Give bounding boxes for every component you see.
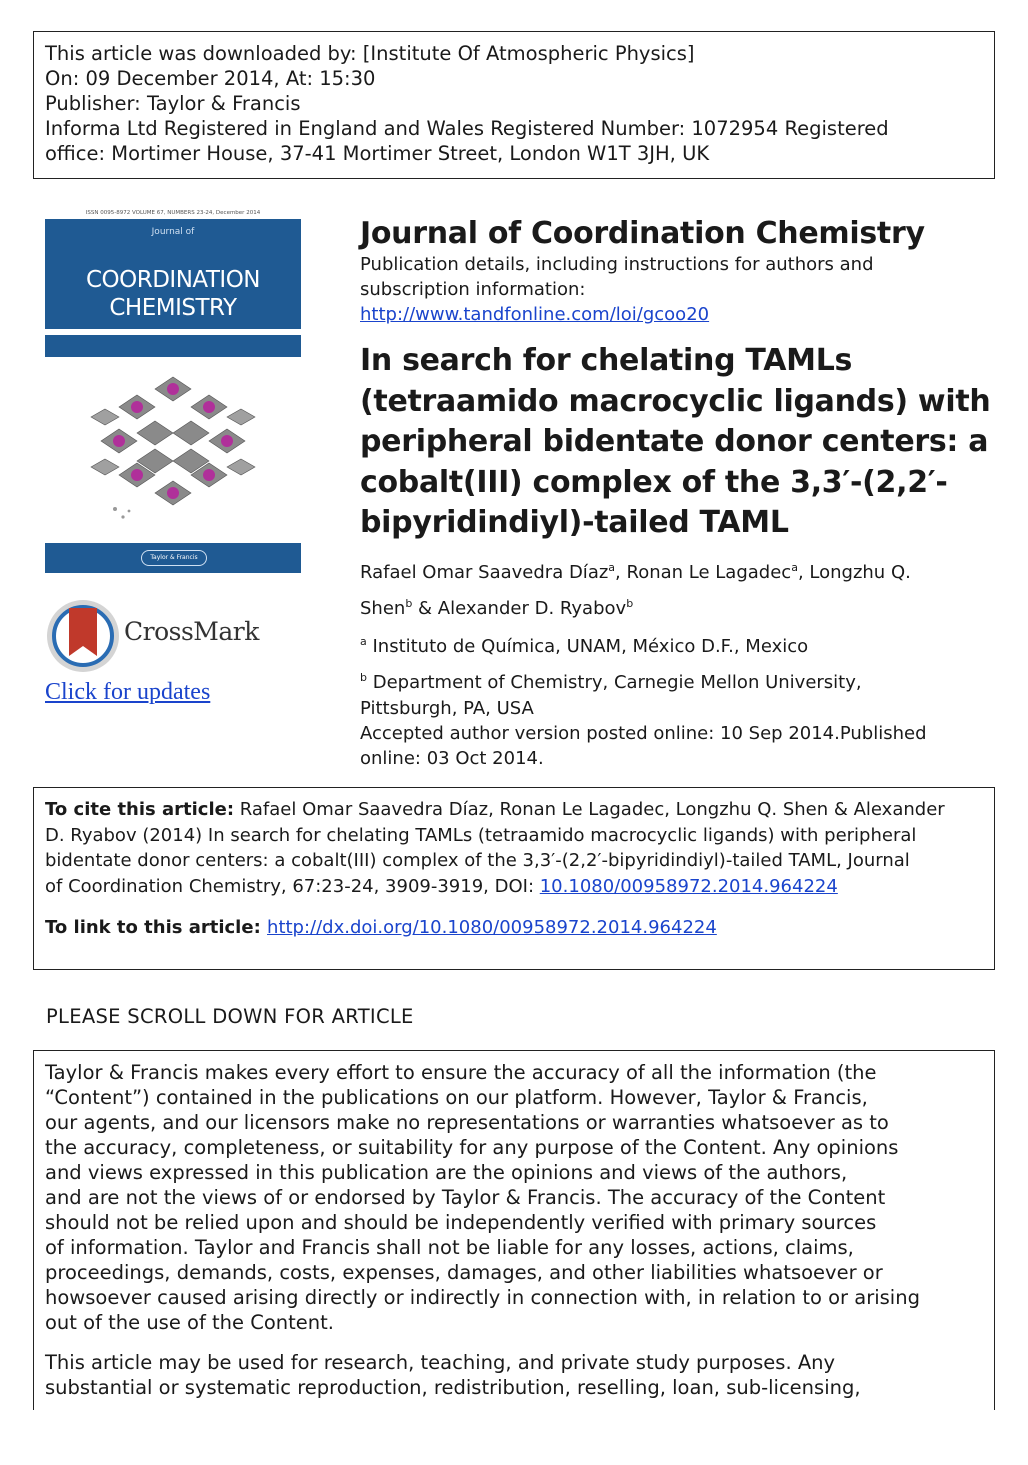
accepted-date-line: online: 03 Oct 2014. (360, 747, 544, 769)
cover-title-line1: COORDINATION (85, 267, 261, 293)
download-line: office: Mortimer House, 37-41 Mortimer Street, London W1T 3JH, UK (45, 142, 710, 165)
journal-url-link[interactable]: http://www.tandfonline.com/loi/gcoo20 (360, 304, 710, 325)
cover-issn-text: ISSN 0095-8972 VOLUME 67, NUMBERS 23-24, December 2014 (85, 210, 261, 216)
disclaimer-line: and views expressed in this publication are the opinions and views of the authors, (45, 1161, 848, 1184)
disclaimer-line: Taylor & Francis makes every effort to ensure the accuracy of all the information (the (45, 1061, 877, 1084)
disclaimer-line: This article may be used for research, teaching, and private study purposes. Any (45, 1351, 836, 1374)
cover-title-line2: CHEMISTRY (109, 295, 237, 321)
disclaimer-line: should not be relied upon and should be independently verified with primary sources (45, 1211, 877, 1234)
author-name: Rafael Omar Saavedra Díaz (360, 561, 609, 583)
author-name: , Ronan Le Lagadec (615, 561, 792, 583)
cover-subtitle-band (45, 335, 301, 357)
crossmark-badge[interactable] (45, 598, 285, 673)
citation-line (45, 797, 983, 823)
article-title-line: peripheral bidentate donor centers: a (360, 424, 989, 459)
journal-title: Journal of Coordination Chemistry (360, 216, 925, 251)
download-line: On: 09 December 2014, At: 15:30 (45, 67, 376, 90)
disclaimer-line: proceedings, demands, costs, expenses, damages, and other liabilities whatsoever or (45, 1261, 883, 1284)
author-name: & Alexander D. Ryabov (412, 597, 627, 619)
affiliation-mark: b (626, 596, 634, 610)
click-for-updates-link[interactable]: Click for updates (45, 679, 211, 705)
doi-link[interactable]: 10.1080/00958972.2014.964224 (539, 875, 838, 897)
disclaimer-line: howsoever caused arising directly or indirectly in connection with, in relation to or arising (45, 1286, 920, 1309)
affiliation-mark: a (360, 634, 367, 648)
article-title-line: bipyridindiyl)-tailed TAML (360, 505, 789, 540)
article-title (360, 341, 1000, 544)
author-name: Shen (360, 597, 406, 619)
affiliation-text: Department of Chemistry, Carnegie Mellon University, (366, 671, 862, 693)
cover-title-band (45, 219, 301, 329)
taylor-francis-logo: Taylor & Francis (141, 550, 207, 566)
author-list (360, 552, 1000, 624)
link-label: To link to this article: (45, 917, 268, 938)
citation-line: D. Ryabov (2014) In search for chelating TAMLs (tetraamido macrocyclic ligands) with peripheral (45, 824, 917, 846)
disclaimer-paragraph-2 (45, 1350, 983, 1400)
disclaimer-box (33, 1050, 995, 1410)
cite-label: To cite this article: (45, 799, 235, 820)
affiliation-mark: a (608, 560, 616, 574)
article-title-line: (tetraamido macrocyclic ligands) with (360, 383, 991, 419)
affiliation-mark: b (360, 670, 367, 684)
author-line (360, 552, 1000, 588)
disclaimer-line: of information. Taylor and Francis shall not be liable for any losses, actions, claims, (45, 1236, 854, 1259)
disclaimer-line: substantial or systematic reproduction, redistribution, reselling, loan, sub-licensing, (45, 1376, 861, 1399)
affiliation-b (360, 664, 1000, 696)
disclaimer-line: and are not the views of or endorsed by Taylor & Francis. The accuracy of the Content (45, 1186, 886, 1209)
citation-box (33, 787, 995, 970)
link-line (45, 915, 983, 941)
crossmark-label: CrossMark (124, 617, 259, 646)
cover-journal-of: Journal of (151, 227, 195, 237)
scroll-down-notice: PLEASE SCROLL DOWN FOR ARTICLE (46, 1005, 414, 1028)
article-title-line: In search for chelating TAMLs (360, 343, 853, 378)
disclaimer-line: “Content”) contained in the publications on our platform. However, Taylor & Francis, (45, 1086, 868, 1109)
affiliation-mark: b (405, 596, 413, 610)
affiliation-text: Instituto de Química, UNAM, México D.F., Mexico (366, 635, 809, 657)
disclaimer-line: out of the use of the Content. (45, 1311, 334, 1334)
article-doi-url-link[interactable]: http://dx.doi.org/10.1080/00958972.2014.964224 (267, 917, 717, 938)
article-title-line: cobalt(III) complex of the 3,3′-(2,2′- (360, 464, 948, 500)
author-name: , Longzhu Q. (797, 561, 911, 583)
download-info-box (33, 31, 995, 179)
citation-text: of Coordination Chemistry, 67:23-24, 3909-3919, DOI: (45, 875, 540, 897)
affiliation-a (360, 627, 1000, 662)
citation-text: Rafael Omar Saavedra Díaz, Ronan Le Lagadec, Longzhu Q. Shen & Alexander (234, 799, 945, 820)
download-line: Informa Ltd Registered in England and Wales Registered Number: 1072954 Registered (45, 117, 889, 140)
accepted-date-line: Accepted author version posted online: 10 Sep 2014.Published (360, 722, 927, 744)
cover-molecule-illustration (45, 359, 301, 539)
disclaimer-paragraph-1 (45, 1060, 983, 1335)
article-header (360, 216, 1000, 771)
citation-line (45, 874, 983, 900)
author-line (360, 588, 1000, 624)
affiliation-mark: a (791, 560, 798, 574)
publication-details-line: subscription information: (360, 279, 586, 300)
citation-line: bidentate donor centers: a cobalt(III) complex of the 3,3′-(2,2′-bipyridindiyl)-tailed TAML, Journal (45, 850, 910, 871)
crossmark-icon (45, 598, 121, 674)
affiliation-b-line2: Pittsburgh, PA, USA (360, 697, 534, 719)
download-line: This article was downloaded by: [Institute Of Atmospheric Physics] (45, 42, 695, 65)
publication-details-line: Publication details, including instructions for authors and (360, 254, 874, 275)
disclaimer-line: our agents, and our licensors make no representations or warranties whatsoever as to (45, 1111, 889, 1134)
download-line: Publisher: Taylor & Francis (45, 92, 301, 115)
disclaimer-line: the accuracy, completeness, or suitability for any purpose of the Content. Any opinions (45, 1136, 899, 1159)
journal-cover-image (45, 207, 301, 573)
